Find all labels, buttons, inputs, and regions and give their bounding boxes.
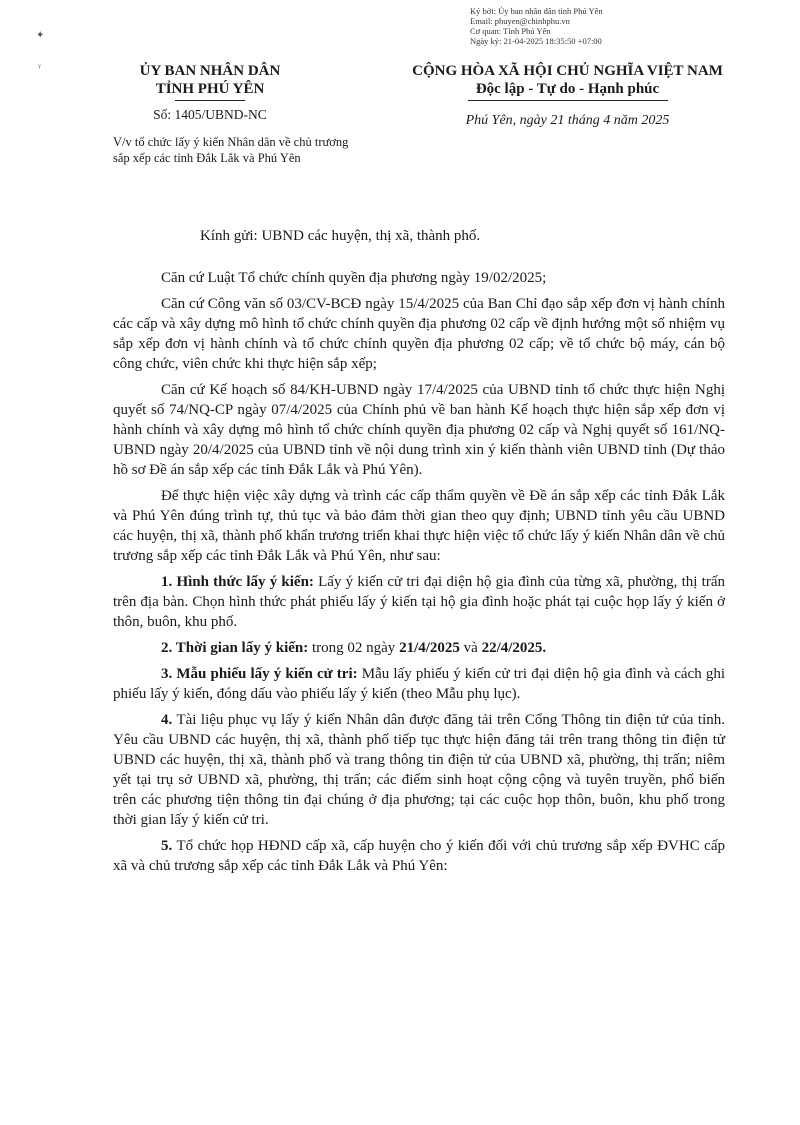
nation-name: CỘNG HÒA XÃ HỘI CHỦ NGHĨA VIỆT NAM xyxy=(412,63,723,79)
agency-name-line2: TỈNH PHÚ YÊN xyxy=(155,81,265,97)
section-1-title: 1. Hình thức lấy ý kiến: xyxy=(161,574,314,590)
scan-speck-icon: ✦ xyxy=(36,30,45,41)
section-2-title: 2. Thời gian lấy ý kiến: xyxy=(161,640,309,656)
paragraph-purpose: Để thực hiện việc xây dựng và trình các cấp thẩm quyền về Đề án sắp xếp các tỉnh Đắk Lắk và Phú Yên đúng trình tự, thủ tục và bảo đảm thời gian theo quy định; UBND tỉnh yêu cầu UBND các huyện, thị xã, thành phố khẩn trương triển khai thực hiện việc tổ chức lấy ý kiến Nhân dân về chủ trương sắp xếp các tỉnh Đắk Lắk và Phú Yên, như sau: xyxy=(113,488,725,564)
document-subject: V/v tổ chức lấy ý kiến Nhân dân về chủ trương sắp xếp các tỉnh Đắk Lắk và Phú Yên xyxy=(113,135,349,165)
signature-time: Ngày ký: 21-04-2025 18:35:50 +07:00 xyxy=(470,36,602,46)
paragraph-legal-basis-1: Căn cứ Luật Tổ chức chính quyền địa phương ngày 19/02/2025; xyxy=(161,270,547,286)
scan-speck-icon: ᵞ xyxy=(38,62,41,73)
section-2-text: trong 02 ngày xyxy=(308,640,400,656)
paragraph-legal-basis-2: Căn cứ Công văn số 03/CV-BCĐ ngày 15/4/2025 của Ban Chỉ đạo sắp xếp đơn vị hành chính các cấp và xây dựng mô hình tổ chức chính quyền địa phương 02 cấp về định hướng một số nhiệm vụ sắp xếp đơn vị hành chính và tổ chức chính quyền địa phương 02 cấp; về tổ chức bộ máy, cán bộ công chức, viên chức khi thực hiện sắp xếp; xyxy=(113,296,725,372)
document-number: Số: 1405/UBND-NC xyxy=(153,107,267,122)
section-4-text: Tài liệu phục vụ lấy ý kiến Nhân dân được đăng tải trên Cổng Thông tin điện tử của tỉnh. Yêu cầu UBND các huyện, thị xã, thành phố tiếp tục thực hiện đăng tải trên trang thông tin điện tử UBND các huyện, thị xã, thành phố và trang thông tin điện tử của UBND xã, phường, thị trấn; niêm yết tại trụ sở UBND xã, phường, thị trấn; các điểm sinh hoạt cộng cộng và tuyên truyền, phổ biến trên các phương tiện thông tin đại chúng ở địa phương; tại các cuộc họp thôn, buôn, khu phố trong thời gian lấy ý kiến cử tri. xyxy=(113,712,725,828)
paragraph-legal-basis-3: Căn cứ Kế hoạch số 84/KH-UBND ngày 17/4/2025 của UBND tỉnh tổ chức thực hiện Nghị quyết số 74/NQ-CP ngày 07/4/2025 của Chính phủ về ban hành Kế hoạch thực hiện sắp xếp đơn vị hành chính và xây dựng mô hình tổ chức chính quyền địa phương 02 cấp và Nghị quyết số 161/NQ-UBND ngày 20/4/2025 của UBND tỉnh về nội dung trình xin ý kiến thành viên UBND tỉnh (Dự thảo hồ sơ Đề án sắp xếp các tỉnh Đắk Lắk và Phú Yên). xyxy=(113,382,725,478)
section-5 xyxy=(113,836,725,876)
section-2-date-start: 21/4/2025 xyxy=(399,640,460,656)
section-3-text: Mẫu lấy phiếu ý kiến cử tri đại diện hộ gia đình và cách ghi phiếu lấy ý kiến, đóng dấu vào phiếu lấy ý kiến (theo Mẫu phụ lục). xyxy=(113,666,725,702)
section-4-number: 4. xyxy=(161,712,173,728)
signature-email: Email: phuyen@chinhphu.vn xyxy=(470,16,570,26)
section-2 xyxy=(113,638,725,658)
section-1-text: Lấy ý kiến cử tri đại diện hộ gia đình của từng xã, phường, thị trấn trên địa bàn. Chọn hình thức phát phiếu lấy ý kiến tại hộ gia đình hoặc phát tại cuộc họp lấy ý kiến ở thôn, buôn, khu phố. xyxy=(113,574,725,630)
motto-underline xyxy=(468,100,668,101)
agency-name-line1: ỦY BAN NHÂN DÂN xyxy=(139,63,281,79)
digital-signature-block xyxy=(470,6,603,46)
signature-agency: Cơ quan: Tỉnh Phú Yên xyxy=(470,26,551,36)
section-3-title: 3. Mẫu phiếu lấy ý kiến cử tri: xyxy=(161,666,358,682)
signature-signer: Ký bởi: Ủy ban nhân dân tỉnh Phú Yên xyxy=(470,6,603,16)
section-5-text: Tổ chức họp HĐND cấp xã, cấp huyện cho ý kiến đối với chủ trương sắp xếp ĐVHC cấp xã và chủ trương sắp xếp các tỉnh Đắk Lắk và Phú Yên: xyxy=(113,838,725,874)
section-4 xyxy=(113,710,725,830)
issuing-agency-header xyxy=(115,62,305,123)
section-2-date-end: 22/4/2025. xyxy=(481,640,547,656)
section-5-number: 5. xyxy=(161,838,173,854)
recipient-line: Kính gửi: UBND các huyện, thị xã, thành phố. xyxy=(200,228,481,244)
national-motto: Độc lập - Tự do - Hạnh phúc xyxy=(475,81,660,97)
section-3 xyxy=(113,664,725,704)
section-1 xyxy=(113,572,725,632)
agency-underline xyxy=(175,100,245,101)
section-2-conjunction: và xyxy=(459,640,482,656)
national-header xyxy=(405,62,730,129)
document-body xyxy=(113,268,725,882)
place-and-date: Phú Yên, ngày 21 tháng 4 năm 2025 xyxy=(465,113,670,128)
